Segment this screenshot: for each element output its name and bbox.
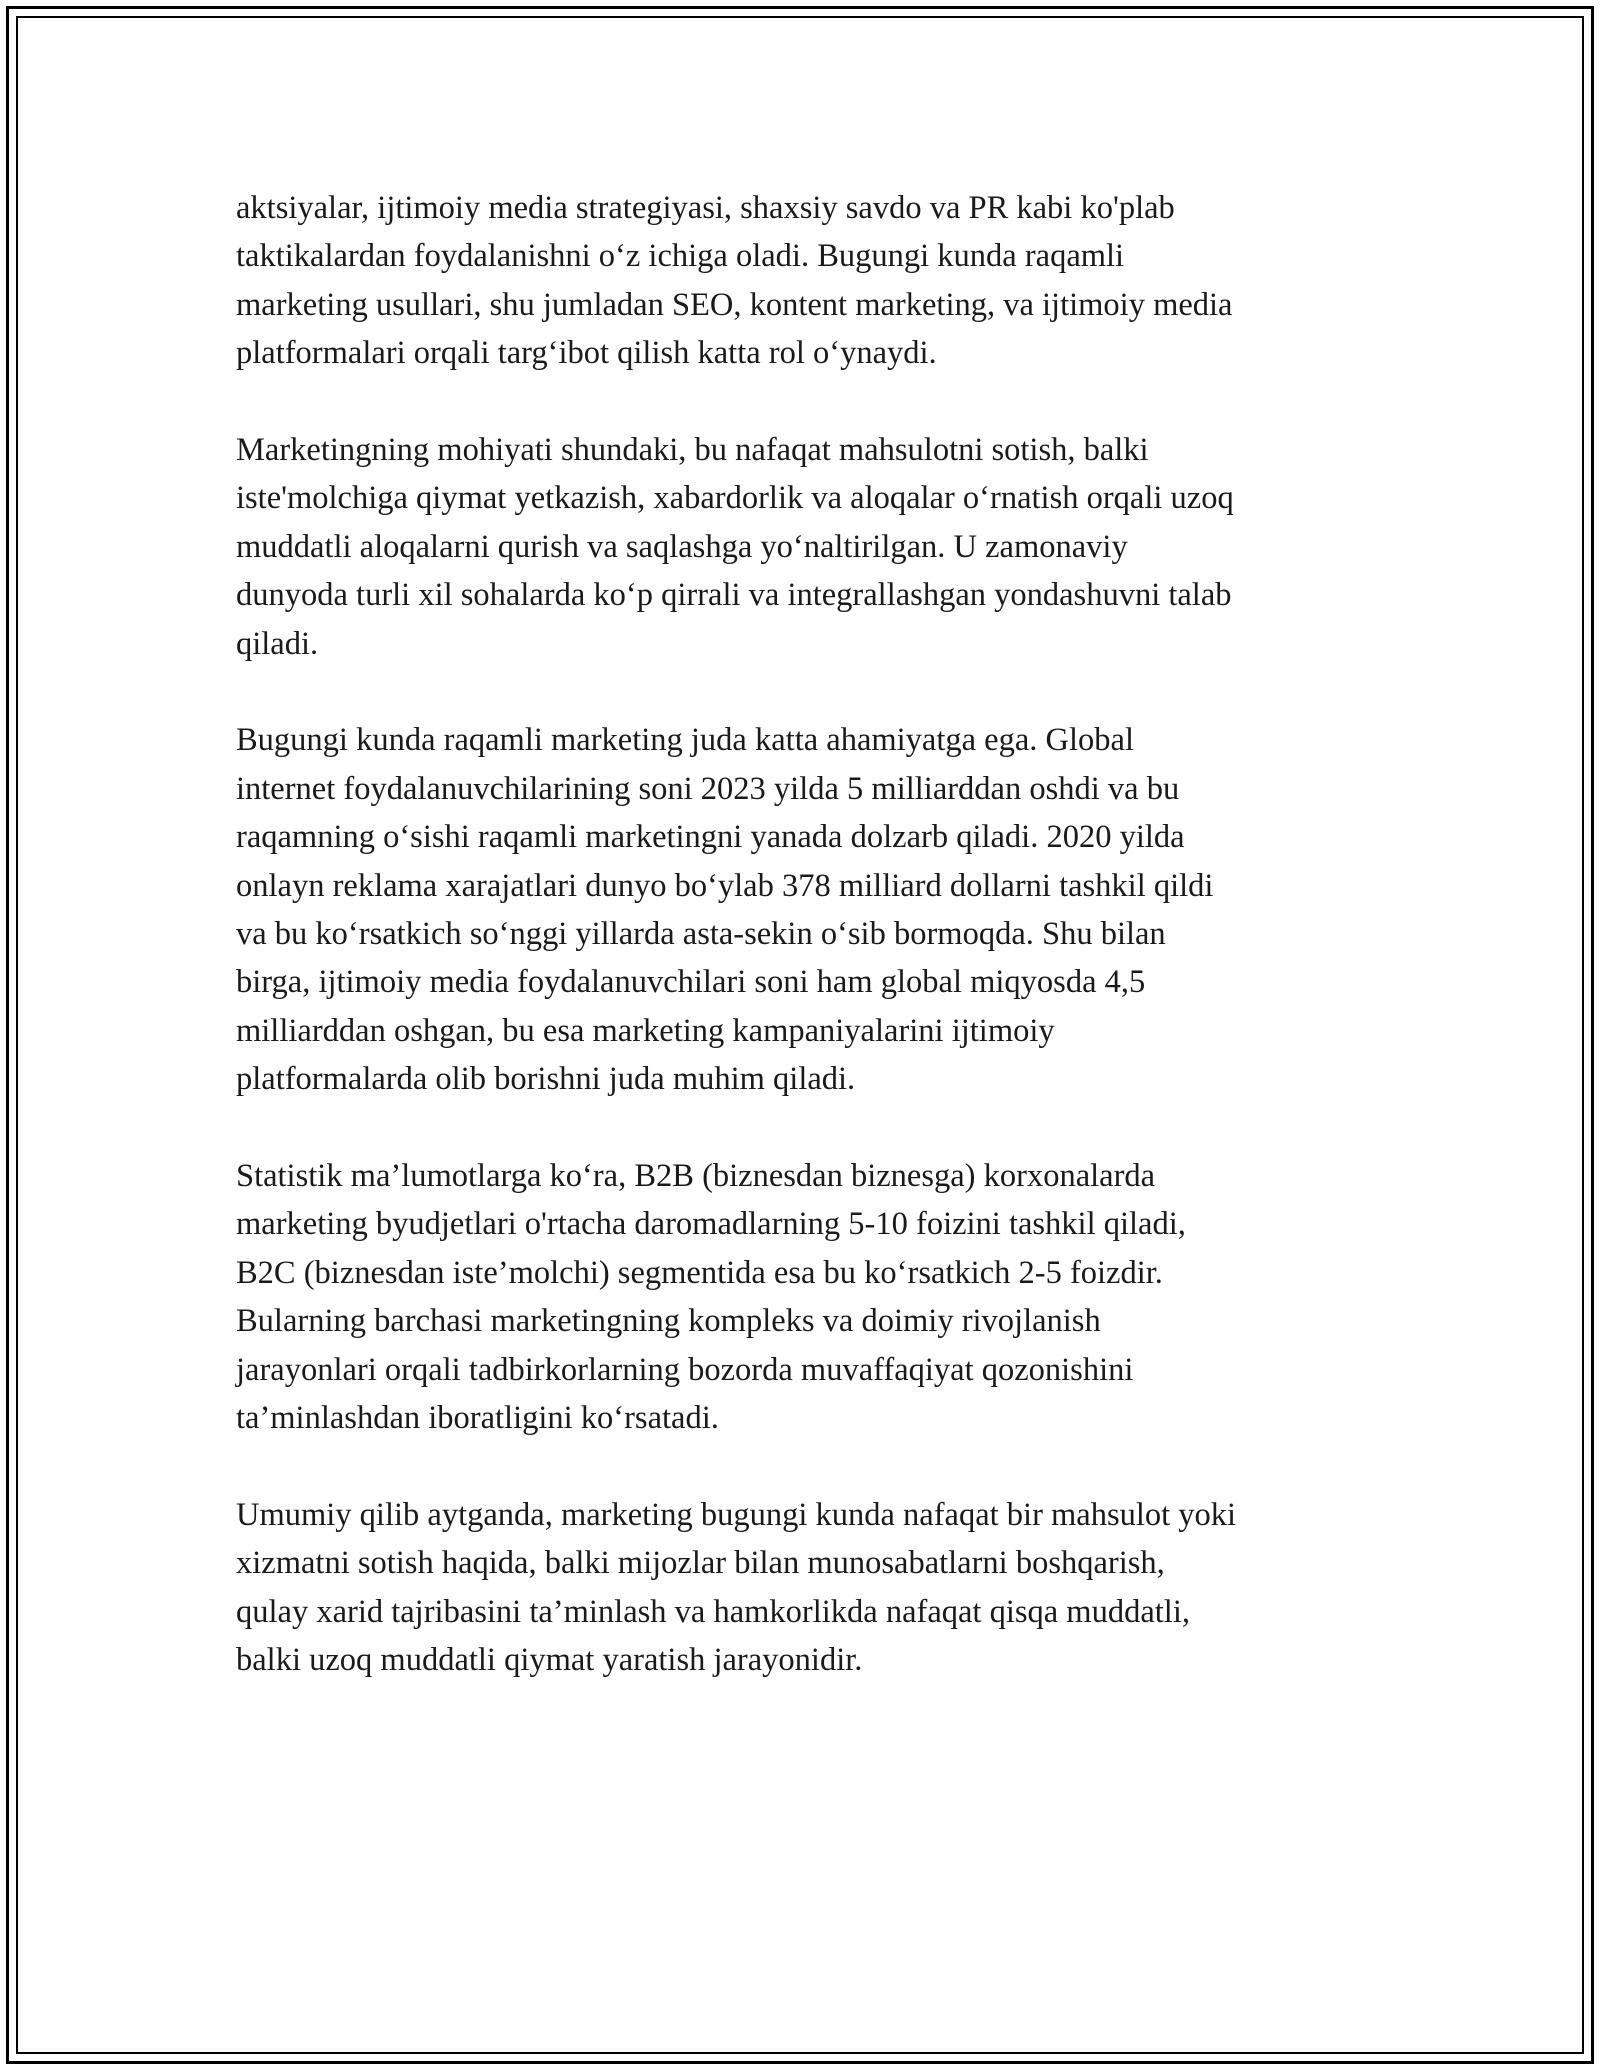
text-line: qiladi. [236,625,319,662]
text-line: marketing usullari, shu jumladan SEO, kontent marketing, va ijtimoiy media [236,286,1233,323]
text-line: raqamning o‘sishi raqamli marketingni yanada dolzarb qiladi. 2020 yilda [236,819,1185,856]
paragraph-1 [236,184,1376,378]
paragraph-5 [236,1491,1376,1685]
text-line: iste'molchiga qiymat yetkazish, xabardorlik va aloqalar o‘rnatish orqali uzoq [236,480,1234,517]
text-line: dunyoda turli xil sohalarda ko‘p qirrali va integrallashgan yondashuvni talab [236,577,1232,614]
text-line: qulay xarid tajribasini ta’minlash va hamkorlikda nafaqat qisqa muddatli, [236,1593,1190,1630]
text-line: ta’minlashdan iboratligini ko‘rsatadi. [236,1400,719,1437]
text-line: Bularning barchasi marketingning kompleks va doimiy rivojlanish [236,1303,1101,1340]
text-line: platformalari orqali targ‘ibot qilish katta rol o‘ynaydi. [236,335,937,372]
text-line: birga, ijtimoiy media foydalanuvchilari soni ham global miqyosda 4,5 [236,964,1146,1001]
text-line: Bugungi kunda raqamli marketing juda katta ahamiyatga ega. Global [236,722,1134,759]
text-line: muddatli aloqalarni qurish va saqlashga yo‘naltirilgan. U zamonaviy [236,528,1128,565]
text-line: jarayonlari orqali tadbirkorlarning bozorda muvaffaqiyat qozonishini [236,1351,1134,1388]
text-line: taktikalardan foydalanishni o‘z ichiga oladi. Bugungi kunda raqamli [236,238,1125,275]
paragraph-2 [236,426,1376,668]
text-line: Marketingning mohiyati shundaki, bu nafaqat mahsulotni sotish, balki [236,432,1149,469]
text-line: milliarddan oshgan, bu esa marketing kampaniyalarini ijtimoiy [236,1012,1055,1049]
paragraph-4 [236,1152,1376,1442]
paragraph-3 [236,716,1376,1103]
text-line: Statistik ma’lumotlarga ko‘ra, B2B (biznesdan biznesga) korxonalarda [236,1158,1156,1195]
text-line: onlayn reklama xarajatlari dunyo bo‘ylab 378 milliard dollarni tashkil qildi [236,867,1214,904]
text-line: platformalarda olib borishni juda muhim qiladi. [236,1061,856,1098]
text-line: marketing byudjetlari o'rtacha daromadlarning 5-10 foizini tashkil qiladi, [236,1206,1186,1243]
text-line: B2C (biznesdan iste’molchi) segmentida esa bu ko‘rsatkich 2-5 foizdir. [236,1254,1163,1291]
text-line: Umumiy qilib aytganda, marketing bugungi kunda nafaqat bir mahsulot yoki [236,1496,1237,1533]
document-body [236,184,1376,1733]
text-line: va bu ko‘rsatkich so‘nggi yillarda asta-sekin o‘sib bormoqda. Shu bilan [236,916,1166,953]
text-line: internet foydalanuvchilarining soni 2023 yilda 5 milliarddan oshdi va bu [236,770,1180,807]
text-line: xizmatni sotish haqida, balki mijozlar bilan munosabatlarni boshqarish, [236,1545,1165,1582]
text-line: aktsiyalar, ijtimoiy media strategiyasi, shaxsiy savdo va PR kabi ko'plab [236,190,1175,226]
text-line: balki uzoq muddatli qiymat yaratish jarayonidir. [236,1642,863,1679]
